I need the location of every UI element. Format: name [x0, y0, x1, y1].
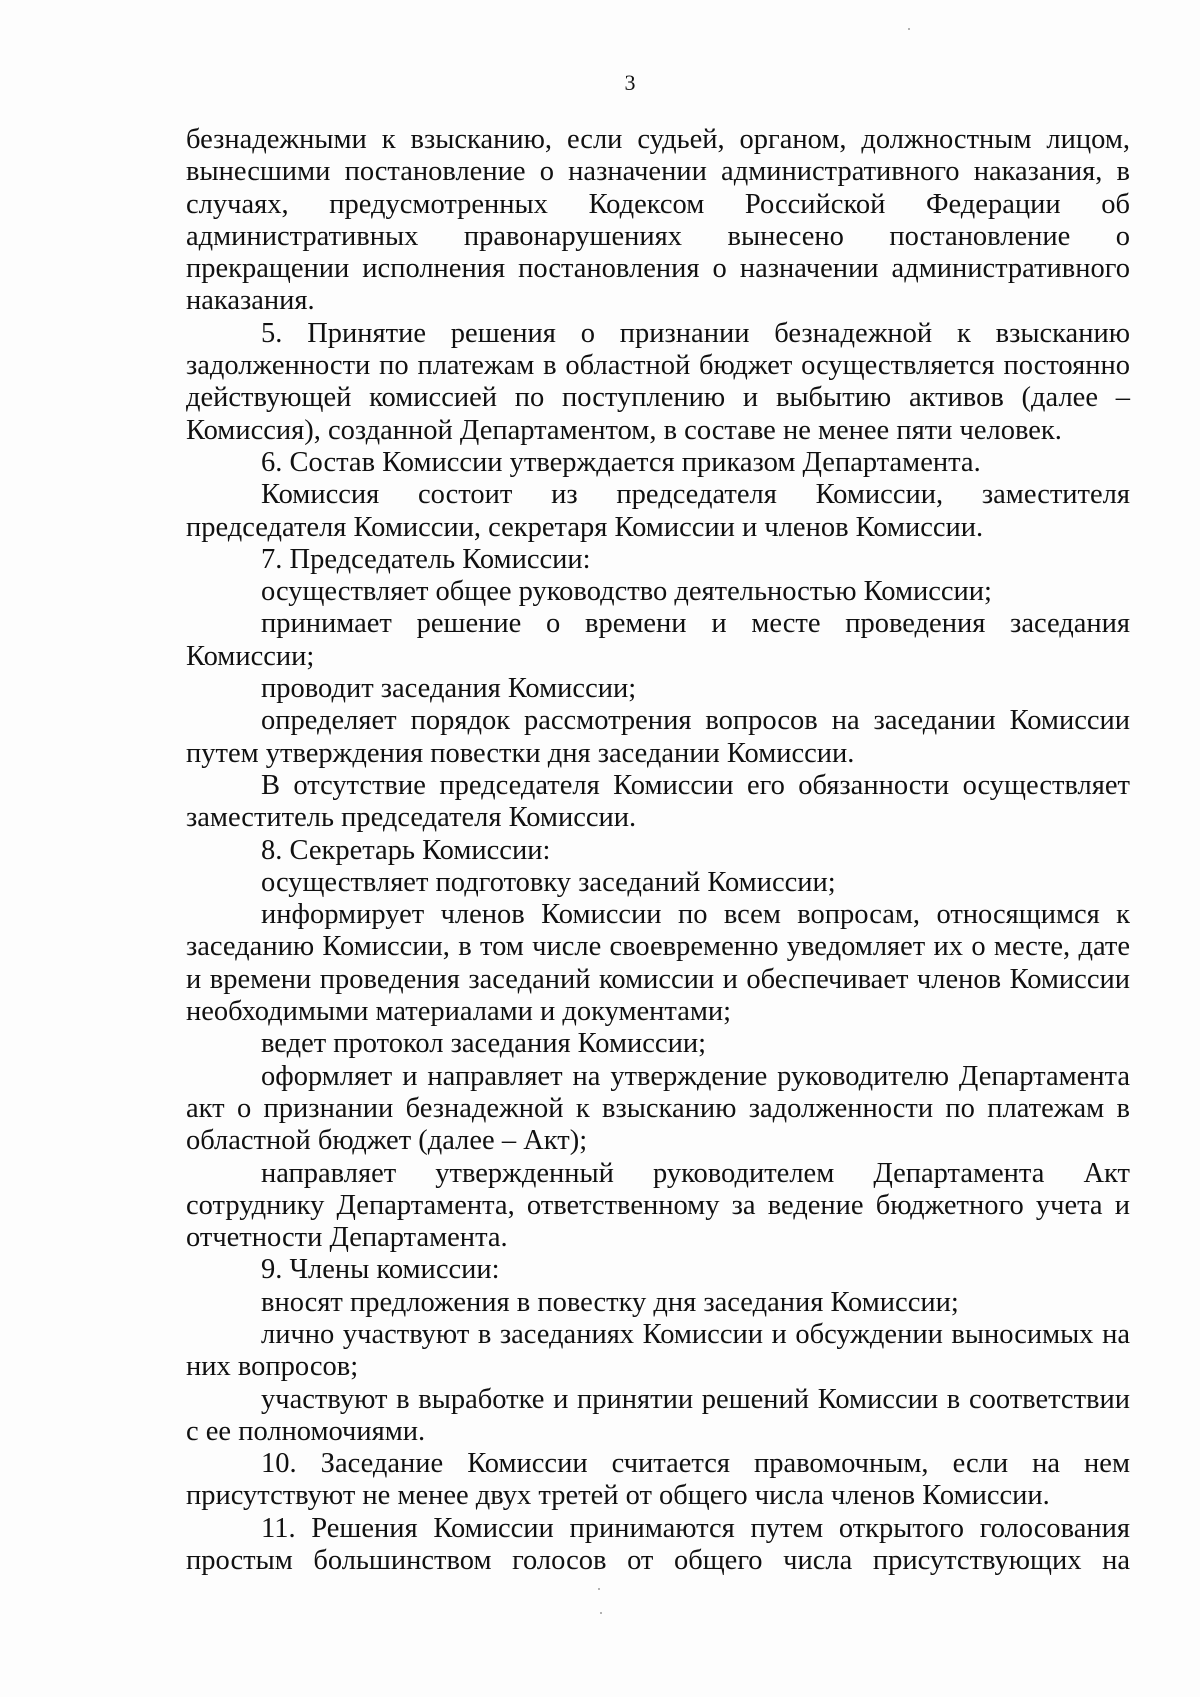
paragraph-item-10: 10. Заседание Комиссии считается правомочным, если на нем присутствуют не менее двух третей от общего числа членов Комиссии.: [186, 1448, 1130, 1512]
paragraph-item-9: 9. Члены комиссии:: [261, 1254, 500, 1286]
paragraph-commission-composition: Комиссия состоит из председателя Комиссии, заместителя председателя Комиссии, секретаря Комиссии и членов Комиссии.: [186, 479, 1130, 543]
scan-speck: [600, 1612, 602, 1614]
paragraph-member-duty-3: участвуют в выработке и принятии решений Комиссии в соответствии с ее полномочиями.: [186, 1383, 1130, 1447]
paragraph-chairman-duty-2: принимает решение о времени и месте проведения заседания Комиссии;: [186, 608, 1130, 672]
paragraph-secretary-duty-5: направляет утвержденный руководителем Департамента Акт сотруднику Департамента, ответственному за ведение бюджетного учета и отчетности Департамента.: [186, 1157, 1130, 1254]
paragraph-secretary-duty-3: ведет протокол заседания Комиссии;: [261, 1028, 706, 1060]
paragraph-item-11: 11. Решения Комиссии принимаются путем открытого голосования простым большинством голосов от общего числа присутствующих на: [186, 1512, 1130, 1577]
document-body: [186, 124, 1130, 1577]
scan-speck: [598, 1588, 600, 1590]
paragraph-chairman-absence: В отсутствие председателя Комиссии его обязанности осуществляет заместитель председателя Комиссии.: [186, 769, 1130, 834]
scan-speck: [908, 28, 910, 30]
paragraph-item-7: 7. Председатель Комиссии:: [261, 543, 591, 575]
paragraph-chairman-duty-4: определяет порядок рассмотрения вопросов на заседании Комиссии путем утверждения повестки дня заседании Комиссии.: [186, 705, 1130, 769]
page-number: 3: [624, 70, 636, 95]
paragraph-item-6: 6. Состав Комиссии утверждается приказом Департамента.: [261, 446, 981, 478]
paragraph-secretary-duty-2: информирует членов Комиссии по всем вопросам, относящимся к заседанию Комиссии, в том числе своевременно уведомляет их о месте, дате и времени проведения заседаний комиссии и обеспечивает членов Комиссии необходимыми материалами и документами;: [186, 899, 1130, 1028]
paragraph-item-5: 5. Принятие решения о признании безнадежной к взысканию задолженности по платежам в областной бюджет осуществляется постоянно действующей комиссией по поступлению и выбытию активов (далее – Комиссия), созданной Департаментом, в составе не менее пяти человек.: [186, 317, 1130, 446]
paragraph-continuation: безнадежными к взысканию, если судьей, органом, должностным лицом, вынесшими постановление о назначении административного наказания, в случаях, предусмотренных Кодексом Российской Федерации об административных правонарушениях вынесено постановление о прекращении исполнения постановления о назначении административного наказания.: [186, 124, 1130, 317]
paragraph-member-duty-1: вносят предложения в повестку дня заседания Комиссии;: [261, 1286, 959, 1318]
paragraph-item-8: 8. Секретарь Комиссии:: [261, 834, 551, 866]
paragraph-chairman-duty-3: проводит заседания Комиссии;: [261, 673, 637, 705]
paragraph-secretary-duty-1: осуществляет подготовку заседаний Комиссии;: [261, 866, 836, 898]
paragraph-member-duty-2: лично участвуют в заседаниях Комиссии и обсуждении выносимых на них вопросов;: [186, 1318, 1130, 1383]
paragraph-secretary-duty-4: оформляет и направляет на утверждение руководителю Департамента акт о признании безнадежной к взысканию задолженности по платежам в областной бюджет (далее – Акт);: [186, 1060, 1130, 1157]
paragraph-chairman-duty-1: осуществляет общее руководство деятельностью Комиссии;: [261, 576, 992, 608]
